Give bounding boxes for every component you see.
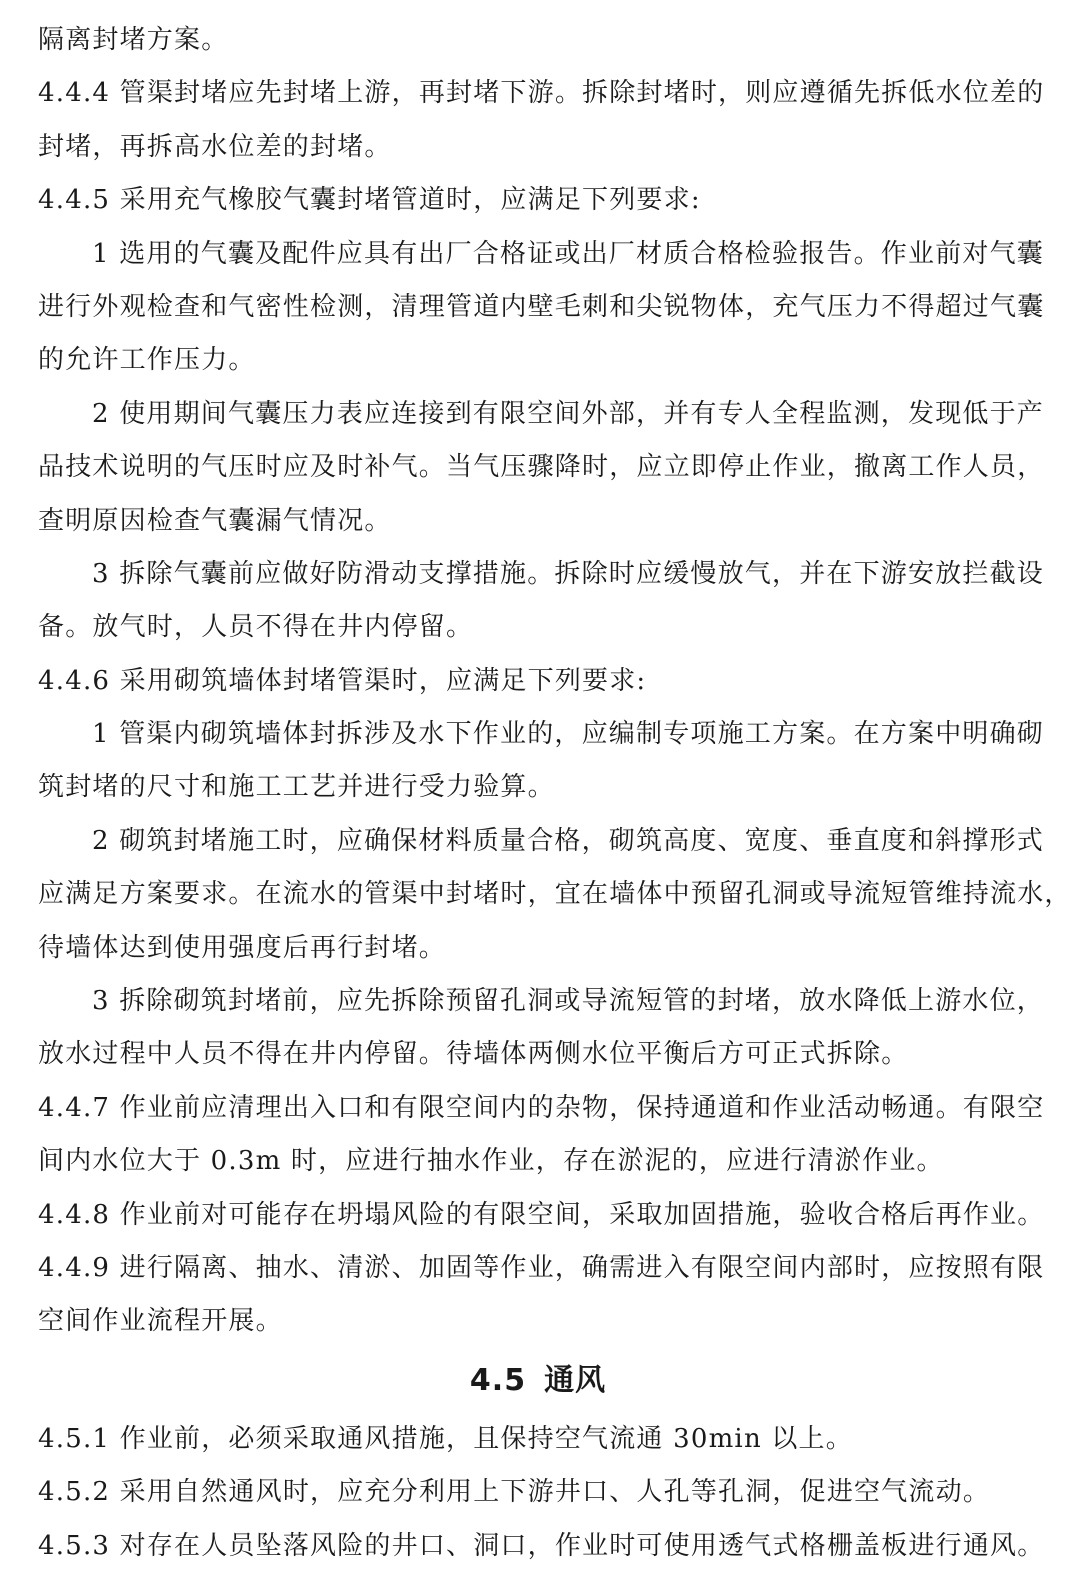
text-line: 4.4.4 管渠封堵应先封堵上游，再封堵下游。拆除封堵时，则应遵循先拆低水位差的 xyxy=(38,78,1045,109)
text-line: 放水过程中人员不得在井内停留。待墙体两侧水位平衡后方可正式拆除。 xyxy=(38,1039,909,1070)
text-line: 待墙体达到使用强度后再行封堵。 xyxy=(38,932,447,963)
text-line: 筑封堵的尺寸和施工工艺并进行受力验算。 xyxy=(38,772,555,803)
section-number: 4.5 xyxy=(469,1362,527,1398)
text-line: 4.5.1 作业前，必须采取通风措施，且保持空气流通 30min 以上。 xyxy=(38,1423,853,1454)
text-line: 4.4.8 作业前对可能存在坍塌风险的有限空间，采取加固措施，验收合格后再作业。 xyxy=(38,1199,1045,1230)
section-4-5-text xyxy=(38,1413,1045,1573)
text-line: 应满足方案要求。在流水的管渠中封堵时，宜在墙体中预留孔洞或导流短管维持流水， xyxy=(38,879,1072,910)
section-4-4-text xyxy=(38,14,1072,1349)
text-line: 的允许工作压力。 xyxy=(38,345,256,376)
text-line: 4.5.3 对存在人员坠落风险的井口、洞口，作业时可使用透气式格栅盖板进行通风。 xyxy=(38,1530,1045,1561)
text-line: 查明原因检查气囊漏气情况。 xyxy=(38,505,392,536)
document-page xyxy=(38,14,1072,1573)
text-line: 进行外观检查和气密性检测，清理管道内壁毛刺和尖锐物体，充气压力不得超过气囊 xyxy=(38,291,1045,322)
text-line: 3 拆除砌筑封堵前，应先拆除预留孔洞或导流短管的封堵，放水降低上游水位， xyxy=(92,986,1045,1017)
text-line: 1 管渠内砌筑墙体封拆涉及水下作业的，应编制专项施工方案。在方案中明确砌 xyxy=(92,719,1045,750)
text-line: 间内水位大于 0.3m 时，应进行抽水作业，存在淤泥的，应进行清淤作业。 xyxy=(38,1146,944,1177)
text-line: 备。放气时，人员不得在井内停留。 xyxy=(38,612,474,643)
text-line: 4.4.5 采用充气橡胶气囊封堵管道时，应满足下列要求: xyxy=(38,185,701,216)
text-line: 封堵，再拆高水位差的封堵。 xyxy=(38,131,392,162)
text-line: 2 使用期间气囊压力表应连接到有限空间外部，并有专人全程监测，发现低于产 xyxy=(92,398,1045,429)
text-line: 隔离封堵方案。 xyxy=(38,25,229,55)
section-heading xyxy=(38,1349,1038,1413)
text-line: 空间作业流程开展。 xyxy=(38,1306,283,1337)
text-line: 4.4.9 进行隔离、抽水、清淤、加固等作业，确需进入有限空间内部时，应按照有限 xyxy=(38,1252,1045,1283)
text-line: 4.5.2 采用自然通风时，应充分利用上下游井口、人孔等孔洞，促进空气流动。 xyxy=(38,1477,991,1508)
text-line: 2 砌筑封堵施工时，应确保材料质量合格，砌筑高度、宽度、垂直度和斜撑形式 xyxy=(92,825,1045,856)
text-line: 4.4.6 采用砌筑墙体封堵管渠时，应满足下列要求: xyxy=(38,665,647,696)
section-title: 通风 xyxy=(544,1362,607,1398)
text-line: 1 选用的气囊及配件应具有出厂合格证或出厂材质合格检验报告。作业前对气囊 xyxy=(92,238,1045,269)
text-line: 品技术说明的气压时应及时补气。当气压骤降时，应立即停止作业，撤离工作人员， xyxy=(38,452,1045,483)
text-line: 4.4.7 作业前应清理出入口和有限空间内的杂物，保持通道和作业活动畅通。有限空 xyxy=(38,1092,1045,1123)
text-line: 3 拆除气囊前应做好防滑动支撑措施。拆除时应缓慢放气，并在下游安放拦截设 xyxy=(92,558,1045,589)
